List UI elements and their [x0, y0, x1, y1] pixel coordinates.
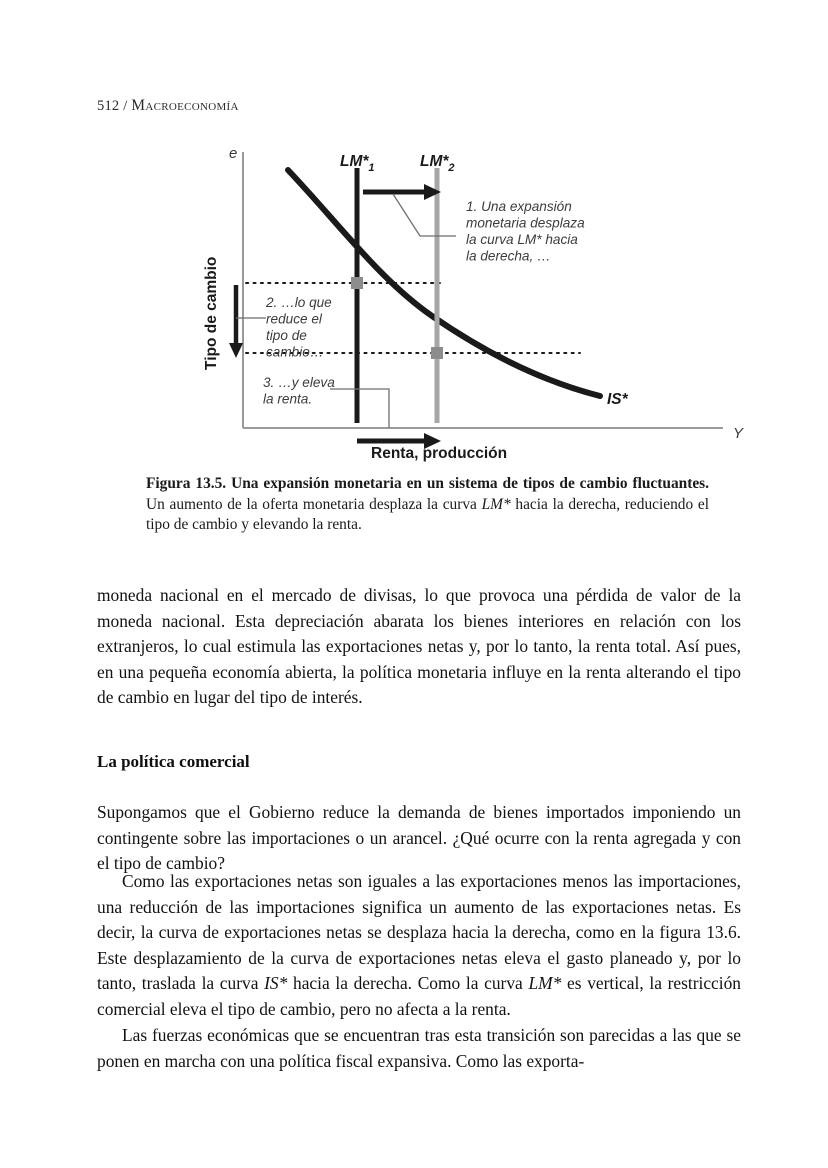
y-axis-label: Tipo de cambio: [203, 256, 220, 370]
lm-shift-arrow: [363, 184, 441, 200]
figure-caption: [146, 474, 709, 536]
equilibrium-marker-1: [351, 277, 363, 289]
svg-text:2. …lo que reduce el: 2. …lo que reduce el tipo de cambio…: [266, 295, 332, 360]
paragraph-2-container: [97, 800, 741, 877]
paragraph-3: [97, 869, 741, 1023]
annotation-1: [466, 199, 588, 264]
lm1-label: $LM*_1$: [340, 153, 375, 174]
paragraph-3-italic-is: IS*: [264, 973, 288, 994]
caption-text-1: Un aumento de la oferta monetaria desplaza la curva: [146, 495, 482, 513]
running-head: [97, 97, 239, 115]
x-axis-label: Renta, producción: [371, 445, 508, 462]
running-head-separator: /: [123, 98, 128, 114]
paragraph-3-text-2: hacia la derecha. Como la curva: [287, 973, 529, 994]
lm2-label: $LM*_2$: [420, 153, 455, 174]
paragraph-3-text-3: es vertical, la restricción comercial eleva el tipo de cambio, pero no afecta a la renta.: [97, 973, 741, 1019]
is-label: IS*: [607, 391, 628, 408]
caption-text-2: hacia la derecha, reduciendo el tipo de cambio y elevando la renta.: [146, 495, 710, 534]
paragraph-1-container: [97, 583, 741, 711]
caption-title: Una expansión monetaria en un sistema de tipos de cambio fluctuantes.: [231, 475, 709, 492]
paragraph-4: Las fuerzas económicas que se encuentran tras esta transición son parecidas a las que se ponen en marcha con una política fiscal expansiva. Como las exporta-: [97, 1025, 741, 1071]
page-number: 512: [97, 98, 120, 114]
paragraph-3-container: [97, 869, 741, 1023]
paragraph-3-italic-lm: LM*: [528, 973, 562, 994]
leader-line-1: [393, 194, 456, 236]
paragraph-1: moneda nacional en el mercado de divisas, lo que provoca una pérdida de valor de la moneda nacional. Esta depreciación abarata los bienes interiores en relación con los extranjeros, lo cual estimula las exportaciones netas y, por lo tanto, la renta total. Así pues, en una pequeña economía abierta, la política monetaria influye en la renta alterando el tipo de cambio en lugar del tipo de interés.: [97, 585, 741, 708]
svg-text:3. …y eleva la renta: 3. …y eleva la renta.: [263, 375, 335, 407]
equilibrium-marker-2: [431, 347, 443, 359]
caption-figure-number: Figura 13.5.: [146, 475, 227, 492]
book-title: Macroeconomía: [131, 97, 239, 114]
paragraph-3-text-1: Como las exportaciones netas son iguales a las exportaciones menos las importaciones, una reducción de las importaciones significa un aumento de las exportaciones netas. Es decir, la curva de exportaciones netas se desplaza hacia la derecha, como en la figura 13.6. Este desplazamiento de la curva de exportaciones netas eleva el gasto planeado y, por lo tanto, traslada la curva: [97, 871, 741, 994]
svg-text:1. Una expansión mon: 1. Una expansión monetaria desplaza la curva LM* hacia la derecha, …: [466, 199, 585, 264]
caption-italic-lm: LM*: [481, 495, 511, 513]
paragraph-2: Supongamos que el Gobierno reduce la demanda de bienes importados imponiendo un contingente sobre las importaciones o un arancel. ¿Qué ocurre con la renta agregada y con el tipo de cambio?: [97, 802, 741, 874]
y-axis-symbol: e: [229, 145, 238, 162]
section-heading-trade-policy: La política comercial: [97, 752, 250, 771]
annotation-2: [265, 295, 336, 360]
x-axis-symbol: Y: [733, 425, 744, 442]
annotation-3: [263, 375, 339, 407]
paragraph-4-container: [97, 1023, 741, 1074]
exchange-rate-down-arrow: [229, 285, 243, 358]
